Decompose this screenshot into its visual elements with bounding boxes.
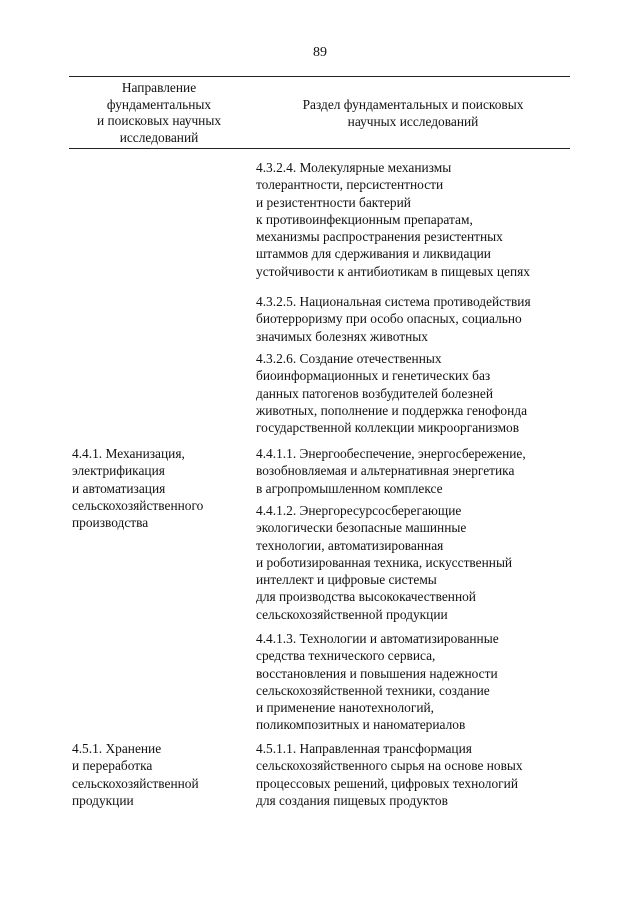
table-header-rule [69,148,570,149]
header-line: и поисковых научных [96,113,222,128]
direction-line: 4.5.1. Хранение [72,741,162,756]
section-line: данных патогенов возбудителей болезней [256,385,494,401]
page-number: 89 [313,45,327,60]
table-header-right [256,97,570,130]
section-line: и резистентности бактерий [256,194,411,210]
section-line: экологически безопасные машинные [256,520,467,536]
section-4-4-1-2 [256,502,576,623]
section-4-4-1-3 [256,630,576,734]
section-4-4-1-1 [256,445,576,497]
table-top-rule [69,76,570,77]
section-line: механизмы распространения резистентных [256,229,503,245]
section-line: процессовых решений, цифровых технологий [256,775,518,791]
direction-line: электрификация [72,463,165,479]
section-line: 4.5.1.1. Направленная трансформация [256,741,472,756]
section-line: 4.4.1.3. Технологии и автоматизированные [256,631,499,646]
direction-line: продукции [72,792,134,808]
section-line: 4.3.2.5. Национальная система противодействия [256,294,531,309]
section-line: 4.3.2.6. Создание отечественных [256,351,442,366]
direction-4-4-1 [72,445,252,531]
section-4-5-1-1 [256,740,576,809]
section-line: сельскохозяйственной продукции [256,606,448,622]
direction-line: и переработка [72,758,153,774]
direction-4-5-1 [72,740,252,809]
table-header-left [69,80,249,146]
section-line: и роботизированная техника, искусственный [256,554,513,570]
header-line: фундаментальных [106,96,212,112]
section-line: средства технического сервиса, [256,648,436,664]
section-line: 4.4.1.2. Энергоресурсосберегающие [256,503,462,518]
section-line: поликомпозитных и наноматериалов [256,717,466,733]
section-line: 4.4.1.1. Энергообеспечение, энергосбережение, [256,446,526,461]
header-line: Направление [121,80,197,95]
section-line: в агропромышленном комплексе [256,480,443,496]
direction-line: сельскохозяйственного [72,497,204,513]
section-line: устойчивости к антибиотикам в пищевых цепях [256,263,530,279]
section-4-3-2-6 [256,350,576,436]
section-line: возобновляемая и альтернативная энергетика [256,463,515,479]
section-4-3-2-5 [256,293,576,345]
section-line: сельскохозяйственного сырья на основе новых [256,758,523,774]
section-line: для производства высококачественной [256,589,476,605]
direction-line: производства [72,515,149,531]
section-line: интеллект и цифровые системы [256,572,437,588]
section-line: сельскохозяйственной техники, создание [256,682,490,698]
section-line: восстановления и повышения надежности [256,665,498,681]
section-line: значимых болезнях животных [256,328,428,344]
section-line: и применение нанотехнологий, [256,700,435,716]
section-line: 4.3.2.4. Молекулярные механизмы [256,160,452,175]
section-line: для создания пищевых продуктов [256,792,448,808]
section-line: толерантности, персистентности [256,177,444,193]
section-line: государственной коллекции микроорганизмов [256,420,520,436]
section-line: технологии, автоматизированная [256,537,444,553]
section-line: биотерроризму при особо опасных, социально [256,311,522,327]
header-line: Раздел фундаментальных и поисковых [302,97,524,112]
section-line: к противоинфекционным препаратам, [256,211,473,227]
direction-line: сельскохозяйственной [72,775,199,791]
section-4-3-2-4 [256,159,576,280]
section-line: штаммов для сдерживания и ликвидации [256,246,491,262]
section-line: животных, пополнение и поддержка генофонда [256,402,528,418]
section-line: биоинформационных и генетических баз [256,368,491,384]
header-line: научных исследований [347,113,479,129]
direction-line: 4.4.1. Механизация, [72,446,185,461]
direction-line: и автоматизация [72,480,166,496]
header-line: исследований [119,129,199,145]
